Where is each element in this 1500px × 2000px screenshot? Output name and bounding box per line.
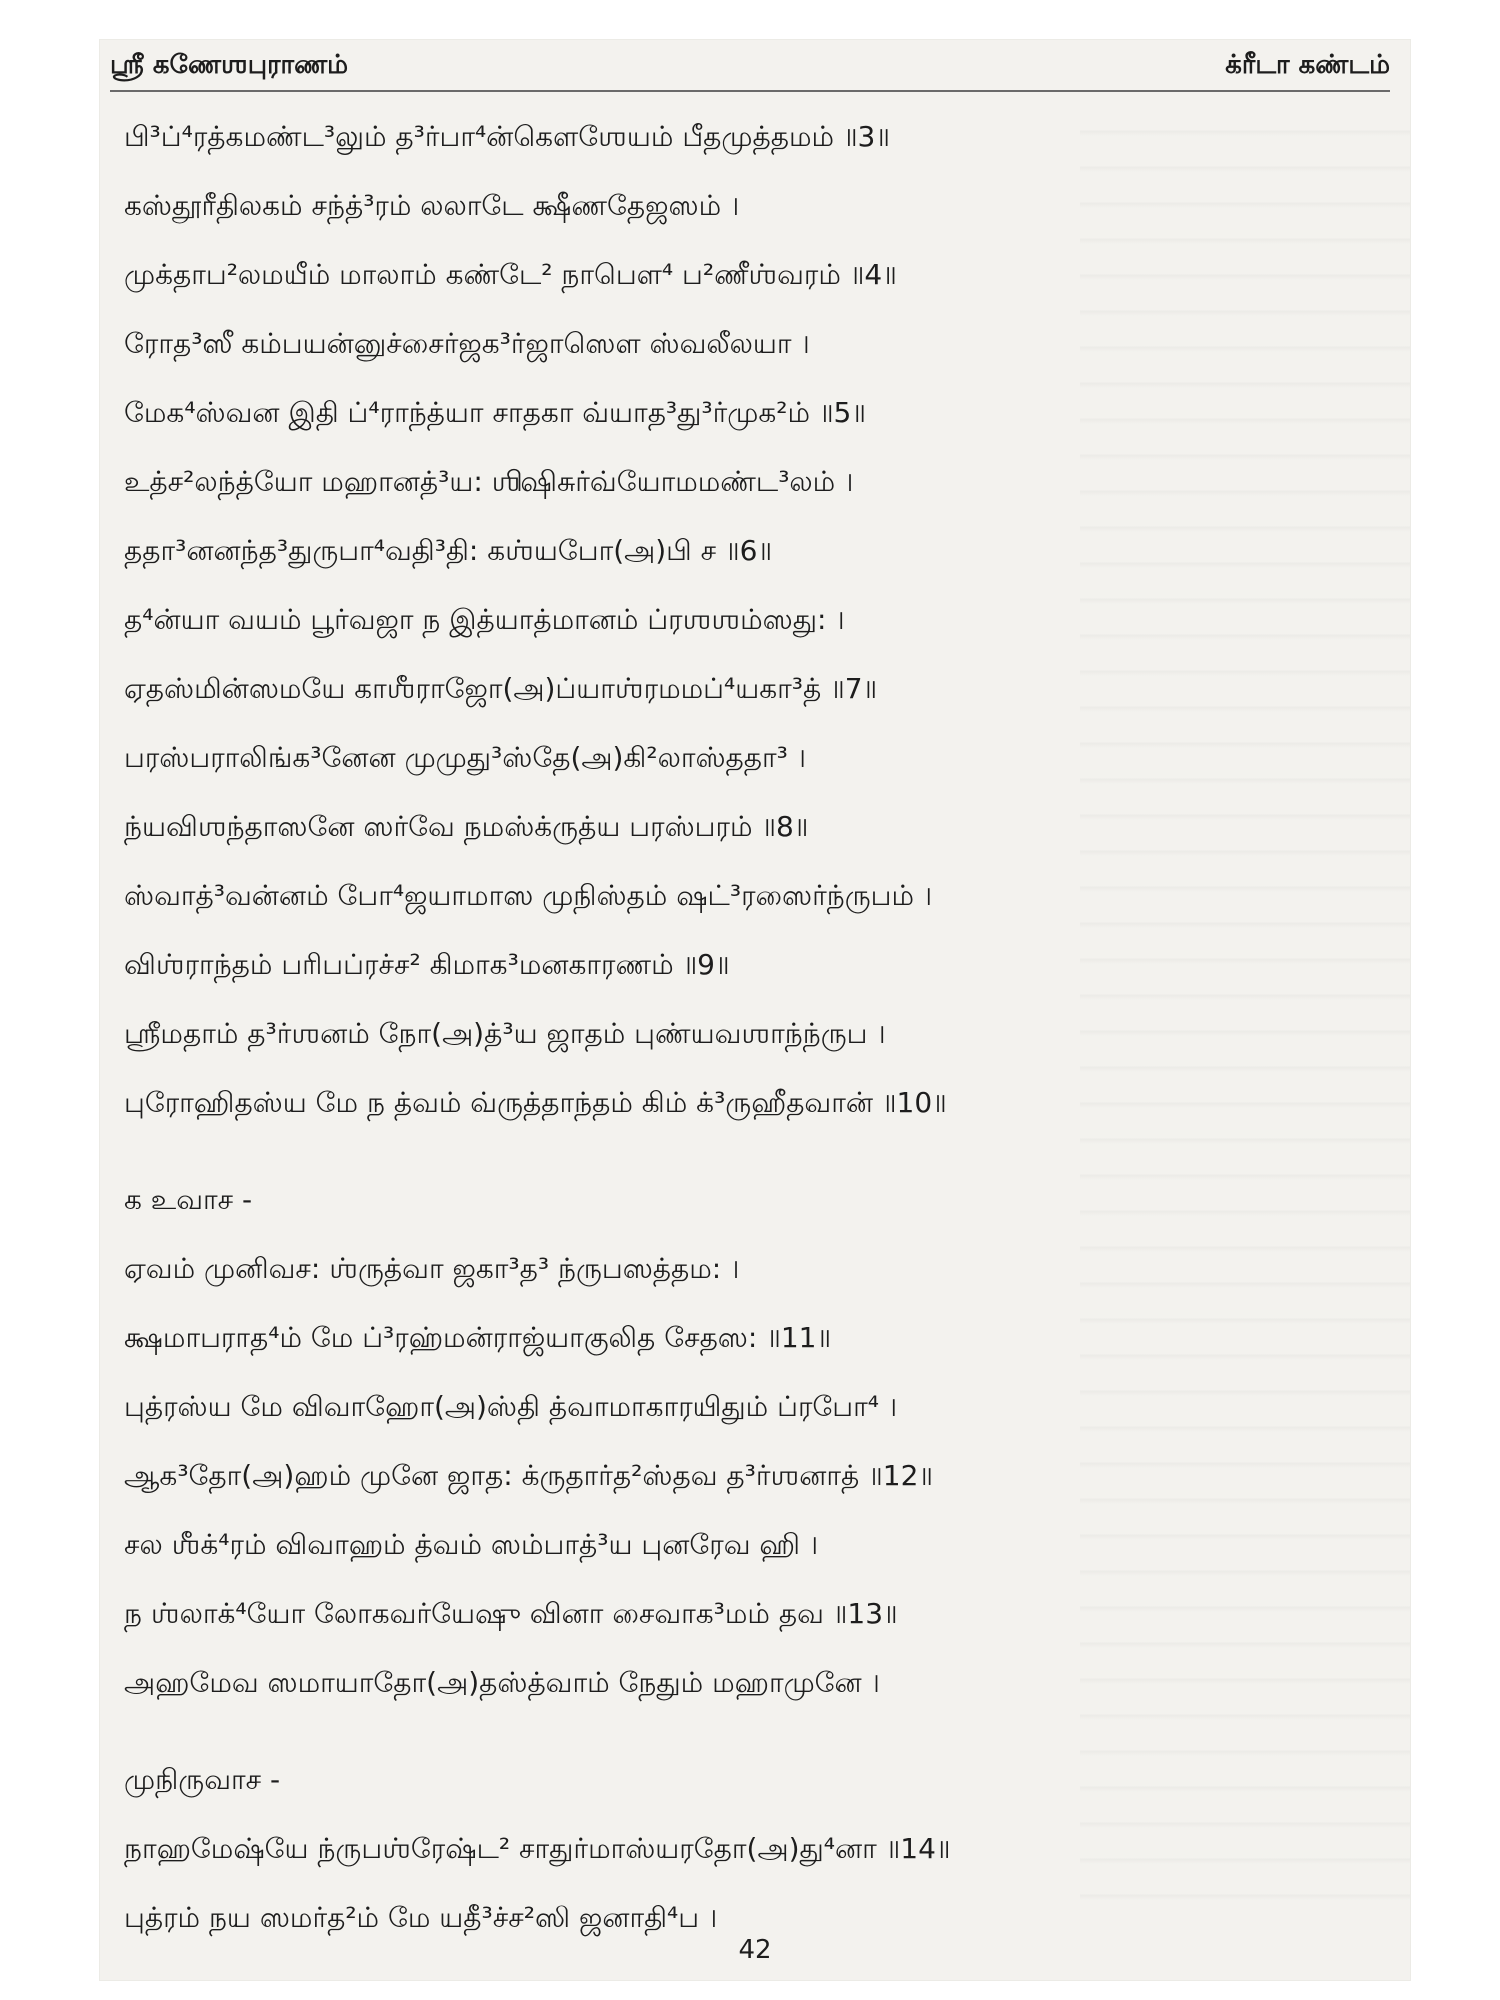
paragraph-gap <box>124 1717 1384 1745</box>
verse-line: நாஹமேஷ்யே ந்ருபஶ்ரேஷ்ட² சாதுர்மாஸ்யரதோ(அ)து⁴னா ॥14॥ <box>124 1832 951 1865</box>
verse-line: ஸ்ரீமதாம் த³ர்ஶனம் நோ(அ)த்³ய ஜாதம் புண்யவஶாந்ந்ருப । <box>124 1017 886 1050</box>
verse-line: பி³ப்⁴ரத்கமண்ட³லும் த³ர்பா⁴ன்கௌஶேயம் பீதமுத்தமம் ॥3॥ <box>124 120 890 153</box>
verse-line: முக்தாப²லமயீம் மாலாம் கண்டே² நாபௌ⁴ ப²ணீஶ்வரம் ॥4॥ <box>124 258 897 291</box>
verse-line: ந்யவிஶந்தாஸனே ஸர்வே நமஸ்க்ருத்ய பரஸ்பரம் ॥8॥ <box>124 810 809 843</box>
verse-line: உத்ச²லந்த்யோ மஹானத்³ய: ஶிஷிசுர்வ்யோமமண்ட³லம் । <box>124 465 854 498</box>
verse-line: ததா³னனந்த³துருபா⁴வதி³தி: கஶ்யபோ(அ)பி ச ॥6॥ <box>124 534 773 567</box>
verse-text <box>124 102 1384 1952</box>
verse-line: த⁴ன்யா வயம் பூர்வஜா ந இத்யாத்மானம் ப்ரஶஶம்ஸது: । <box>124 603 845 636</box>
running-header <box>110 40 1390 92</box>
verse-line: ந ஶ்லாக்⁴யோ லோகவர்யேஷு வினா சைவாக³மம் தவ ॥13॥ <box>124 1597 898 1630</box>
verse-line: ஏவம் முனிவச: ஶ்ருத்வா ஜகா³த³ ந்ருபஸத்தம: । <box>124 1252 740 1285</box>
book-title: ஸ்ரீ கணேஶபுராணம் <box>110 50 349 80</box>
paragraph-gap <box>124 1137 1384 1165</box>
verse-line: ரோத³ஸீ கம்பயன்னுச்சைர்ஜக³ர்ஜாஸௌ ஸ்வலீலயா । <box>124 327 810 360</box>
verse-line: புத்ரஸ்ய மே விவாஹோ(அ)ஸ்தி த்வாமாகாரயிதும் ப்ரபோ⁴ । <box>124 1390 898 1423</box>
verse-line: பரஸ்பராலிங்க³னேன முமுது³ஸ்தே(அ)கி²லாஸ்ததா³ । <box>124 741 807 774</box>
section-title: க்ரீடா கண்டம் <box>1225 50 1390 80</box>
verse-line: அஹமேவ ஸமாயாதோ(அ)தஸ்த்வாம் நேதும் மஹாமுனே । <box>124 1666 880 1699</box>
verse-line: சல ஶீக்⁴ரம் விவாஹம் த்வம் ஸம்பாத்³ய புனரேவ ஹி । <box>124 1528 819 1561</box>
page-number: 42 <box>738 1935 772 1965</box>
verse-line: விஶ்ராந்தம் பரிபப்ரச்ச² கிமாக³மனகாரணம் ॥9॥ <box>124 948 730 981</box>
verse-line: புத்ரம் நய ஸமர்த²ம் மே யதீ³ச்ச²ஸி ஜனாதி⁴ப । <box>124 1901 718 1934</box>
verse-line: ஆக³தோ(அ)ஹம் முனே ஜாத: க்ருதார்த²ஸ்தவ த³ர்ஶனாத் ॥12॥ <box>124 1459 933 1492</box>
verse-line: ஸ்வாத்³வன்னம் போ⁴ஜயாமாஸ முநிஸ்தம் ஷட்³ரஸைர்ந்ருபம் । <box>124 879 933 912</box>
verse-line: புரோஹிதஸ்ய மே ந த்வம் வ்ருத்தாந்தம் கிம் க்³ருஹீதவான் ॥10॥ <box>124 1086 947 1119</box>
verse-line: மேக⁴ஸ்வன இதி ப்⁴ராந்த்யா சாதகா வ்யாத³து³ர்முக²ம் ॥5॥ <box>124 396 866 429</box>
speaker-heading: க உவாச - <box>124 1183 253 1216</box>
verse-line: க்ஷமாபராத⁴ம் மே ப்³ரஹ்மன்ராஜ்யாகுலித சேதஸ: ॥11॥ <box>124 1321 832 1354</box>
verse-line: கஸ்தூரீதிலகம் சந்த்³ரம் லலாடே க்ஷீணதேஜஸம் । <box>124 189 740 222</box>
scanned-page <box>100 40 1410 1980</box>
verse-line: ஏதஸ்மின்ஸமயே காஶீராஜோ(அ)ப்யாஶ்ரமமப்⁴யகா³த் ॥7॥ <box>124 672 878 705</box>
speaker-heading: முநிருவாச - <box>124 1763 281 1796</box>
